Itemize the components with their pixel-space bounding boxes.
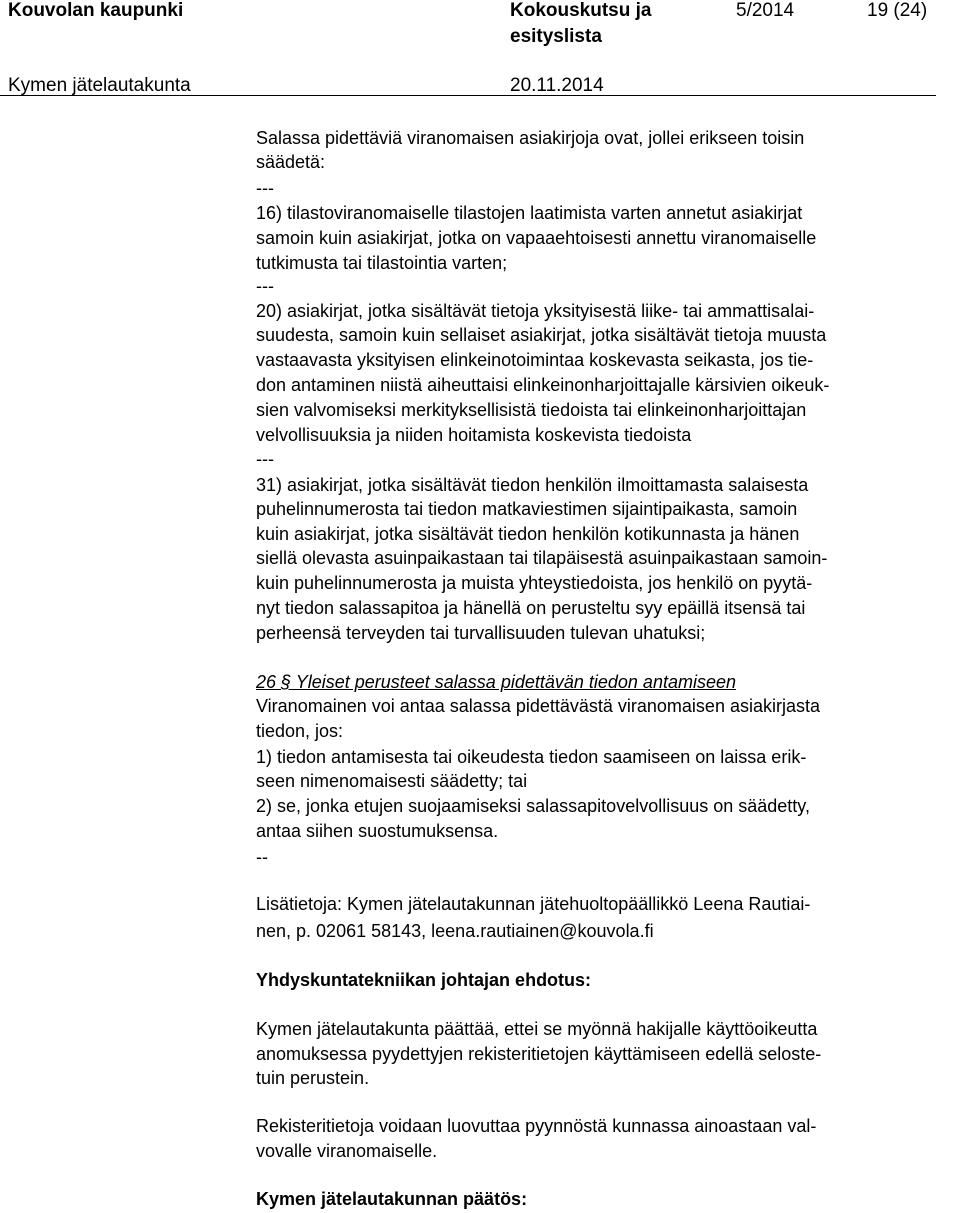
document-type-continued: esityslista [510,26,602,47]
body-line: 16) tilastoviranomaiselle tilastojen laatimista varten annetut asiakirjat [256,203,803,223]
body-line: samoin kuin asiakirjat, jotka on vapaaehtoisesti annettu viranomaiselle [256,228,817,248]
proposal-line: Kymen jätelautakunta päättää, ettei se myönnä hakijalle käyttöoikeutta [256,1019,818,1039]
body-line: Salassa pidettäviä viranomaisen asiakirjoja ovat, jollei erikseen toisin [256,128,805,148]
page-header [0,0,936,96]
page-number: 19 (24) [867,0,928,21]
body-line: säädetä: [256,152,326,172]
body-line: --- [256,178,274,198]
proposal-line: Rekisteritietoja voidaan luovuttaa pyynnöstä kunnassa ainoastaan val- [256,1116,817,1136]
body-line: kuin puhelinnumerosta ja muista yhteystiedoista, jos henkilö on pyytä- [256,573,813,593]
proposal-line: anomuksessa pyydettyjen rekisteritietojen käyttämiseen edellä seloste- [256,1044,822,1064]
body-line: siellä olevasta asuinpaikastaan tai tilapäisestä asuinpaikastaan samoin- [256,548,828,568]
body-line: --- [256,276,274,296]
document-type: Kokouskutsu ja [510,0,652,21]
body-line: 31) asiakirjat, jotka sisältävät tiedon henkilön ilmoittamasta salaisesta [256,475,809,495]
body-line: puhelinnumerosta tai tiedon matkaviestimen sijaintipaikasta, samoin [256,499,798,519]
body-line: kuin asiakirjat, jotka sisältävät tiedon henkilön kotikunnasta ja hänen [256,524,800,544]
section-26-heading: 26 § Yleiset perusteet salassa pidettävän tiedon antamiseen [256,672,736,692]
section-26-line: seen nimenomaisesti säädetty; tai [256,771,528,791]
body-line: perheensä terveyden tai turvallisuuden tulevan uhatuksi; [256,623,706,643]
info-line: Lisätietoja: Kymen jätelautakunnan jätehuoltopäällikkö Leena Rautiai- [256,894,811,914]
body-line: nyt tiedon salassapitoa ja hänellä on perusteltu syy epäillä itsensä tai [256,598,806,618]
meeting-date: 20.11.2014 [510,75,604,96]
body-line: 20) asiakirjat, jotka sisältävät tietoja yksityisestä liike- tai ammattisalai- [256,301,815,321]
body-line: velvollisuuksia ja niiden hoitamista koskevista tiedoista [256,425,692,445]
section-26-line: antaa siihen suostumuksensa. [256,821,499,841]
info-line: nen, p. 02061 58143, leena.rautiainen@kouvola.fi [256,921,654,941]
board-name: Kymen jätelautakunta [8,75,191,96]
section-26-line: 2) se, jonka etujen suojaamiseksi salassapitovelvollisuus on säädetty, [256,796,810,816]
body-line: --- [256,449,274,469]
section-26-line: -- [256,847,268,867]
body-line: sien valvomiseksi merkityksellisistä tiedoista tai elinkeinonharjoittajan [256,400,807,420]
section-26-line: 1) tiedon antamisesta tai oikeudesta tiedon saamiseen on laissa erik- [256,747,807,767]
proposal-heading: Yhdyskuntatekniikan johtajan ehdotus: [256,970,592,990]
meeting-number: 5/2014 [736,0,795,21]
section-26-line: tiedon, jos: [256,721,344,741]
body-line: suudesta, samoin kuin sellaiset asiakirjat, jotka sisältävät tietoja muusta [256,325,827,345]
proposal-line: vovalle viranomaiselle. [256,1141,438,1161]
body-line: don antaminen niistä aiheuttaisi elinkeinonharjoittajalle kärsivien oikeuk- [256,375,830,395]
organization-name: Kouvolan kaupunki [8,0,184,21]
proposal-line: tuin perustein. [256,1068,370,1088]
body-line: vastaavasta yksityisen elinkeinotoimintaa koskevasta seikasta, jos tie- [256,350,814,370]
section-26-line: Viranomainen voi antaa salassa pidettävästä viranomaisen asiakirjasta [256,696,820,716]
decision-heading: Kymen jätelautakunnan päätös: [256,1189,528,1209]
body-line: tutkimusta tai tilastointia varten; [256,253,508,273]
